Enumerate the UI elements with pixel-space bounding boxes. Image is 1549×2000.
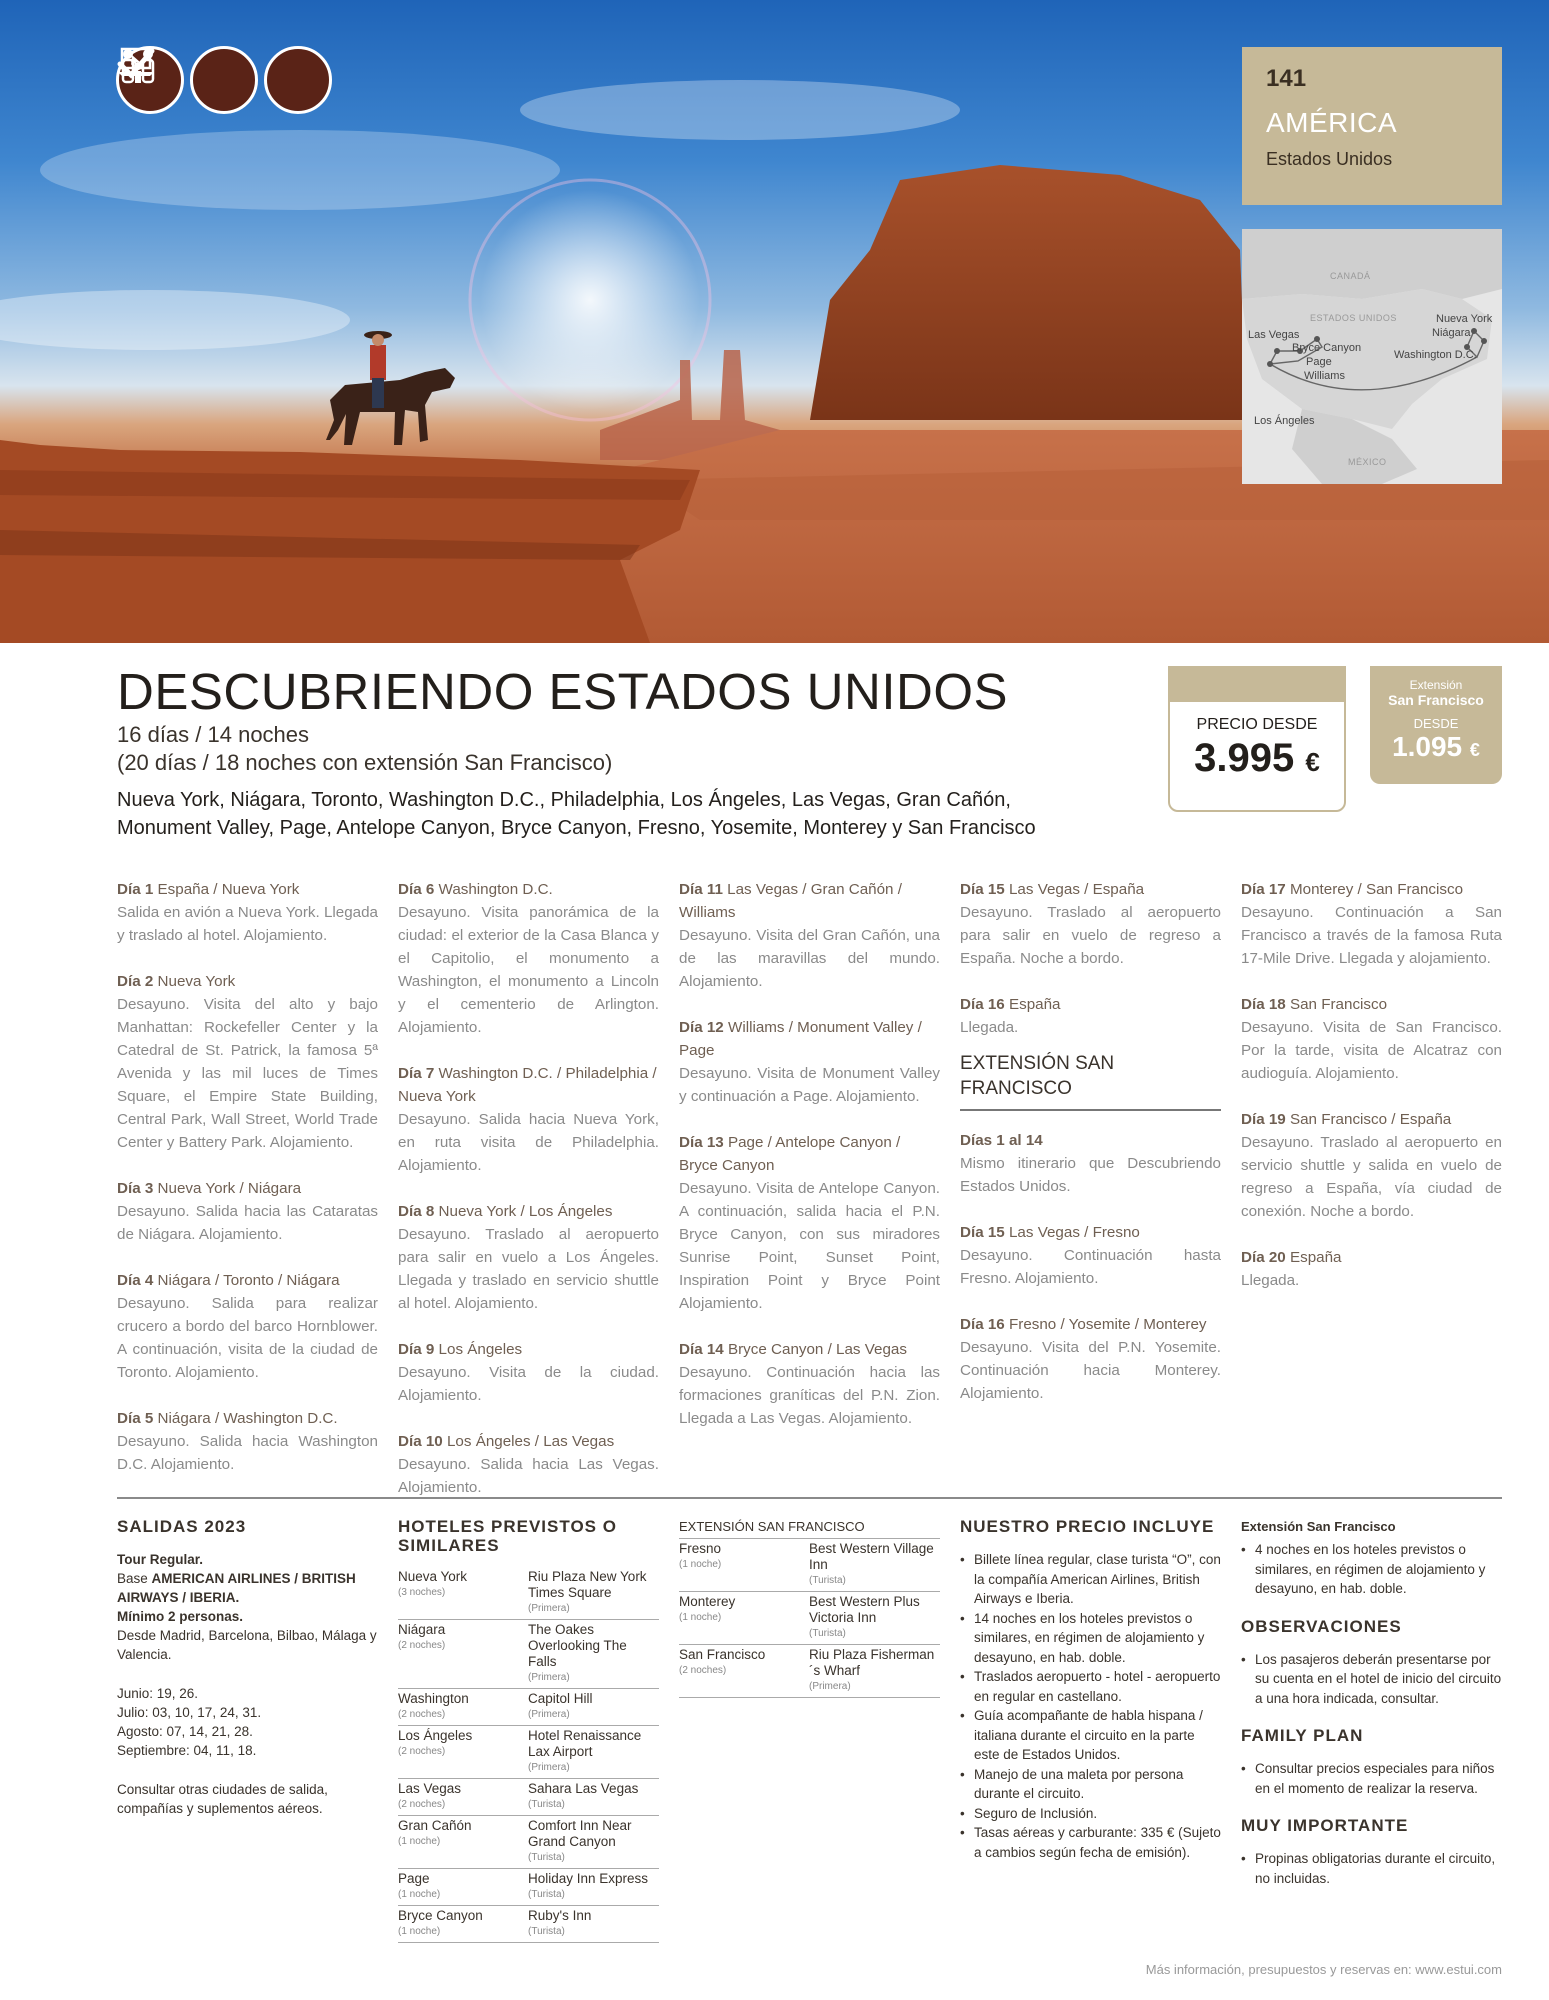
family-plan-list: [1241, 1759, 1502, 1798]
list-item: • 14 noches en los hoteles previstos o similares, en régimen de alojamiento y desayuno, en hab. doble.: [960, 1609, 1221, 1668]
hero-image: [0, 0, 1549, 643]
hotel-city-cell: Fresno (1 noche): [679, 1539, 809, 1592]
observaciones-title: OBSERVACIONES: [1241, 1616, 1402, 1636]
map-label-niagara: Niágara: [1432, 327, 1471, 339]
feature-icons: [116, 46, 332, 114]
hotel-name-cell: Capitol Hill (Primera): [528, 1689, 659, 1726]
itinerary-column-2: [398, 878, 659, 1522]
list-item: • Seguro de Inclusión.: [960, 1804, 1221, 1824]
list-item: • Manejo de una maleta por persona durante el circuito.: [960, 1765, 1221, 1804]
itinerary-day: Día 4 Niágara / Toronto / Niágara Desayuno. Salida para realizar crucero a bordo del barco Hornblower. A continuación, visita de la ciudad de Toronto. Alojamiento.: [117, 1272, 378, 1381]
itinerary-column-3: [679, 878, 940, 1453]
hotel-name-cell: Best Western Village Inn (Turista): [809, 1539, 940, 1592]
hotels-extension-section: [679, 1517, 940, 1698]
map-label-nueva-york: Nueva York: [1436, 313, 1493, 325]
route-map: [1242, 229, 1502, 484]
page-number: 141: [1266, 65, 1307, 92]
hotel-city-cell: Page (1 noche): [398, 1869, 528, 1906]
footer: [1146, 1962, 1502, 1977]
salidas-date-line: Junio: 19, 26.: [117, 1686, 199, 1701]
hotel-row: [679, 1592, 940, 1645]
map-label-usa: ESTADOS UNIDOS: [1310, 313, 1397, 323]
hotel-row: [398, 1816, 659, 1869]
ext-incluye-title: Extensión San Francisco: [1241, 1519, 1396, 1534]
extension-price-box: [1370, 666, 1502, 784]
hotel-row: [398, 1689, 659, 1726]
itinerary-day: Día 6 Washington D.C. Desayuno. Visita panorámica de la ciudad: el exterior de la Casa Blanca y el Capitolio, el monumento a Washington, el monumento a Lincoln y el cementerio de Arlington. Alojamiento.: [398, 881, 659, 1036]
price-value: 3.995 €: [1194, 736, 1320, 780]
hotels-extension-table: [679, 1539, 940, 1698]
map-label-mexico: MÉXICO: [1348, 457, 1387, 467]
extension-label: Extensión: [1409, 678, 1463, 692]
hotel-name-cell: Riu Plaza Fisherman´s Wharf (Primera): [809, 1645, 940, 1698]
hotel-name-cell: Comfort Inn Near Grand Canyon (Turista): [528, 1816, 659, 1869]
incluye-title: NUESTRO PRECIO INCLUYE: [960, 1517, 1215, 1536]
hotel-city-cell: Las Vegas (2 noches): [398, 1779, 528, 1816]
itinerary-column-4: [960, 878, 1221, 1428]
tour-cities-line-1: Nueva York, Niágara, Toronto, Washington D.C., Philadelphia, Los Ángeles, Las Vegas, Gran Cañón,: [117, 789, 1011, 811]
hotel-name-cell: Ruby's Inn (Turista): [528, 1906, 659, 1943]
itinerary-day: Día 15 Las Vegas / Fresno Desayuno. Continuación hasta Fresno. Alojamiento.: [960, 1224, 1221, 1287]
salidas-note: Consultar otras ciudades de salida, compañías y suplementos aéreos.: [117, 1782, 328, 1816]
check-icon: [190, 46, 258, 114]
itinerary-day: Día 12 Williams / Monument Valley / Page Desayuno. Visita de Monument Valley y continuación a Page. Alojamiento.: [679, 1019, 940, 1105]
map-label-los-angeles: Los Ángeles: [1254, 415, 1315, 427]
hotel-row: [398, 1779, 659, 1816]
family-plan-title: FAMILY PLAN: [1241, 1726, 1364, 1745]
list-item: • Propinas obligatorias durante el circuito, no incluidas.: [1241, 1849, 1502, 1888]
salidas-airlines: Base AMERICAN AIRLINES / BRITISH AIRWAYS / IBERIA.: [117, 1571, 356, 1605]
hotel-name-cell: Holiday Inn Express (Turista): [528, 1869, 659, 1906]
itinerary-day: Día 17 Monterey / San Francisco Desayuno. Continuación a San Francisco a través de la famosa Ruta 17-Mile Drive. Llegada y alojamiento.: [1241, 881, 1502, 967]
hotel-name-cell: The Oakes Overlooking The Falls (Primera): [528, 1620, 659, 1689]
map-label-washington: Washington D.C.: [1394, 349, 1477, 361]
hotel-name-cell: Riu Plaza New York Times Square (Primera): [528, 1567, 659, 1620]
section-divider: [117, 1497, 1502, 1499]
itinerary-day: Día 9 Los Ángeles Desayuno. Visita de la ciudad. Alojamiento.: [398, 1341, 659, 1404]
itinerary-day: Día 14 Bryce Canyon / Las Vegas Desayuno. Continuación hacia las formaciones graníticas del P.N. Zion. Llegada a Las Vegas. Alojamiento.: [679, 1341, 940, 1427]
hotel-row: [398, 1567, 659, 1620]
hotel-city-cell: Gran Cañón (1 noche): [398, 1816, 528, 1869]
salidas-minimum: Mínimo 2 personas.: [117, 1609, 244, 1624]
itinerary-day: Día 8 Nueva York / Los Ángeles Desayuno. Traslado al aeropuerto para salir en vuelo a Los Ángeles. Llegada y traslado en servicio shuttle al hotel. Alojamiento.: [398, 1203, 659, 1312]
itinerary-day: Día 16 Fresno / Yosemite / Monterey Desayuno. Visita del P.N. Yosemite. Continuación hacia Monterey. Alojamiento.: [960, 1316, 1221, 1402]
family-icon: [264, 46, 332, 114]
hotel-name-cell: Sahara Las Vegas (Turista): [528, 1779, 659, 1816]
tour-title: DESCUBRIENDO ESTADOS UNIDOS: [117, 663, 1009, 720]
salidas-date-line: Julio: 03, 10, 17, 24, 31.: [117, 1705, 262, 1720]
incluye-list: [960, 1550, 1221, 1862]
itinerary-day: Día 5 Niágara / Washington D.C. Desayuno. Salida hacia Washington D.C. Alojamiento.: [117, 1410, 378, 1473]
salidas-date-line: Septiembre: 04, 11, 18.: [117, 1743, 257, 1758]
price-label: PRECIO DESDE: [1196, 716, 1318, 733]
hotel-city-cell: San Francisco (2 noches): [679, 1645, 809, 1698]
hotels-title: HOTELES PREVISTOS O SIMILARES: [398, 1517, 617, 1555]
list-item: • Billete línea regular, clase turista “O”, con la compañía American Airlines, British Airways e Iberia.: [960, 1550, 1221, 1609]
itinerary-day: Día 10 Los Ángeles / Las Vegas Desayuno. Salida hacia Las Vegas. Alojamiento.: [398, 1433, 659, 1496]
salidas-tour: Tour Regular.: [117, 1552, 204, 1567]
itinerary-day: Día 15 Las Vegas / España Desayuno. Traslado al aeropuerto para salir en vuelo de regreso a España. Noche a bordo.: [960, 881, 1221, 967]
itinerary-day: Día 16 España Llegada.: [960, 996, 1061, 1036]
footer-text: Más información, presupuestos y reservas en:: [1145, 1962, 1412, 1977]
extension-price-value: 1.095 €: [1392, 731, 1480, 762]
importante-title: MUY IMPORTANTE: [1241, 1816, 1409, 1835]
map-label-canada: CANADÁ: [1330, 271, 1371, 281]
tour-duration-extension: (20 días / 18 noches con extensión San Francisco): [117, 750, 613, 775]
extras-section: [1241, 1517, 1502, 1888]
salidas-section: [117, 1517, 378, 1818]
hotel-city-cell: Nueva York (3 noches): [398, 1567, 528, 1620]
hotels-extension-title: EXTENSIÓN SAN FRANCISCO: [679, 1517, 940, 1539]
itinerary-day: Días 1 al 14 Mismo itinerario que Descubriendo Estados Unidos.: [960, 1132, 1221, 1195]
tour-duration: 16 días / 14 noches: [117, 722, 310, 747]
list-item: • Guía acompañante de habla hispana / italiana durante el circuito en la parte este de Estados Unidos.: [960, 1706, 1221, 1765]
hotel-row: [398, 1869, 659, 1906]
observaciones-list: [1241, 1650, 1502, 1709]
footer-link[interactable]: www.estui.com: [1415, 1962, 1502, 1977]
hotel-city-cell: Los Ángeles (2 noches): [398, 1726, 528, 1779]
destination-badge: [1242, 47, 1502, 205]
hotels-section: [398, 1517, 659, 1943]
list-item: • Consultar precios especiales para niños en el momento de realizar la reserva.: [1241, 1759, 1502, 1798]
extension-desde: DESDE: [1413, 716, 1459, 731]
hotel-name-cell: Best Western Plus Victoria Inn (Turista): [809, 1592, 940, 1645]
importante-list: [1241, 1849, 1502, 1888]
itinerary-day: Día 3 Nueva York / Niágara Desayuno. Salida hacia las Cataratas de Niágara. Alojamiento.: [117, 1180, 378, 1243]
hotel-name-cell: Hotel Renaissance Lax Airport (Primera): [528, 1726, 659, 1779]
itinerary-day: Día 1 España / Nueva York Salida en avión a Nueva York. Llegada y traslado al hotel. Alojamiento.: [117, 881, 378, 944]
hotel-row: [398, 1620, 659, 1689]
country-label: Estados Unidos: [1266, 149, 1393, 169]
itinerary-day: Día 11 Las Vegas / Gran Cañón / Williams Desayuno. Visita del Gran Cañón, una de las maravillas del mundo. Alojamiento.: [679, 881, 940, 990]
itinerary-day: Día 7 Washington D.C. / Philadelphia / Nueva York Desayuno. Salida hacia Nueva York, en ruta visita de Philadelphia. Alojamiento.: [398, 1065, 659, 1174]
incluye-section: [960, 1517, 1221, 1862]
hotel-city-cell: Monterey (1 noche): [679, 1592, 809, 1645]
salidas-date-line: Agosto: 07, 14, 21, 28.: [117, 1724, 253, 1739]
map-label-williams: Williams: [1304, 370, 1345, 382]
list-item: • Traslados aeropuerto - hotel - aeropuerto en regular en castellano.: [960, 1667, 1221, 1706]
map-label-page: Page: [1306, 356, 1332, 368]
salidas-title: SALIDAS 2023: [117, 1517, 247, 1536]
map-label-las-vegas: Las Vegas: [1248, 329, 1300, 341]
hotel-city-cell: Washington (2 noches): [398, 1689, 528, 1726]
price-box: [1168, 666, 1346, 812]
itinerary-day: Día 13 Page / Antelope Canyon / Bryce Canyon Desayuno. Visita de Antelope Canyon. A continuación, salida hacia el P.N. Bryce Canyon, con sus miradores Sunrise Point, Sunset Point, Inspiration Point y Bryce Point Alojamiento.: [679, 1134, 940, 1312]
list-item: • Tasas aéreas y carburante: 335 € (Sujeto a cambios según fecha de emisión).: [960, 1823, 1221, 1862]
list-item: • Los pasajeros deberán presentarse por su cuenta en el hotel de inicio del circuito a una hora indicada, consultar.: [1241, 1650, 1502, 1709]
itinerary-day: Día 18 San Francisco Desayuno. Visita de San Francisco. Por la tarde, visita de Alcatraz con audioguía. Alojamiento.: [1241, 996, 1502, 1082]
extension-section-title: EXTENSIÓN SAN FRANCISCO: [960, 1051, 1221, 1111]
region-title: AMÉRICA: [1266, 107, 1398, 138]
hotel-city-cell: Niágara (2 noches): [398, 1620, 528, 1689]
hotels-table: [398, 1567, 659, 1943]
map-label-bryce: Bryce Canyon: [1292, 342, 1362, 354]
hotel-row: [679, 1539, 940, 1592]
itinerary-column-5: [1241, 878, 1502, 1315]
itinerary-day: Día 20 España Llegada.: [1241, 1249, 1342, 1289]
itinerary-column-1: [117, 878, 378, 1499]
tour-cities-line-2: Monument Valley, Page, Antelope Canyon, Bryce Canyon, Fresno, Yosemite, Monterey y San Francisco: [117, 817, 1036, 839]
itinerary-day: Día 2 Nueva York Desayuno. Visita del alto y bajo Manhattan: Rockefeller Center y la Catedral de St. Patrick, la famosa 5ª Avenida y las mil luces de Times Square, el Empire State Building, Central Park, Wall Street, World Trade Center y Battery Park. Alojamiento.: [117, 973, 378, 1151]
hotel-row: [398, 1906, 659, 1943]
hotel-row: [679, 1645, 940, 1698]
itinerary-day: Día 19 San Francisco / España Desayuno. Traslado al aeropuerto en servicio shuttle y salida en vuelo de regreso a España, vía ciudad de conexión. Noche a bordo.: [1241, 1111, 1502, 1220]
hotel-city-cell: Bryce Canyon (1 noche): [398, 1906, 528, 1943]
salidas-from: Desde Madrid, Barcelona, Bilbao, Málaga y Valencia.: [117, 1628, 377, 1662]
ext-incluye-list: [1241, 1540, 1502, 1599]
list-item: • 4 noches en los hoteles previstos o similares, en régimen de alojamiento y desayuno, en hab. doble.: [1241, 1540, 1502, 1599]
hotel-row: [398, 1726, 659, 1779]
salidas-dates: [117, 1684, 378, 1760]
extension-city: San Francisco: [1388, 692, 1484, 708]
